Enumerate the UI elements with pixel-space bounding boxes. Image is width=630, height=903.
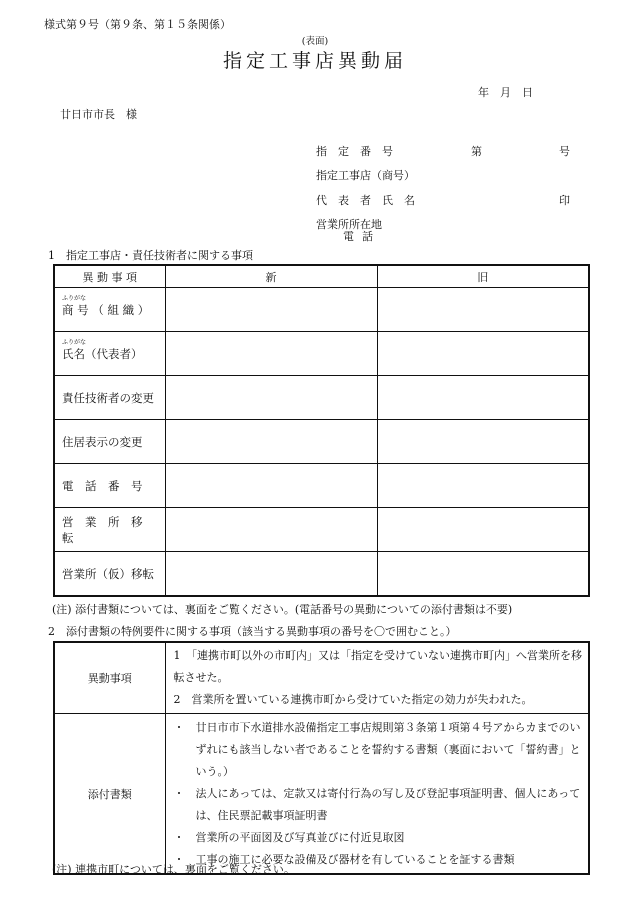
doc-text: 工事の施工に必要な設備及び器材を有していることを証する書類 [195, 853, 515, 866]
new-value-cell[interactable] [165, 552, 377, 597]
old-value-cell[interactable] [377, 288, 589, 332]
date-line: 年 月 日 [478, 86, 533, 99]
designation-number-prefix: 第 [471, 145, 482, 158]
new-value-cell[interactable] [165, 420, 377, 464]
table-row [54, 376, 589, 420]
row-label-office-move: 営 業 所 移 転 [54, 508, 165, 552]
table-row [54, 552, 589, 597]
row-label-temp-office-move: 営業所（仮）移転 [54, 552, 165, 597]
column-header-item: 異 動 事 項 [54, 265, 165, 288]
list-item [170, 783, 585, 827]
new-value-cell[interactable] [165, 288, 377, 332]
old-value-cell[interactable] [377, 552, 589, 597]
addressee: 廿日市市長 様 [60, 108, 137, 121]
event-list [165, 642, 589, 714]
section1-note: (注) 添付書類については、裏面をご覧ください。(電話番号の異動についての添付書類は不要) [52, 603, 513, 616]
column-header-old: 旧 [377, 265, 589, 288]
bullet-icon: ・ [173, 831, 185, 844]
shop-name-label: 指定工事店（商号） [316, 169, 415, 182]
row-label-text: 氏名（代表者） [62, 346, 143, 361]
row-label-phone: 電 話 番 号 [54, 464, 165, 508]
new-value-cell[interactable] [165, 332, 377, 376]
new-value-cell[interactable] [165, 464, 377, 508]
old-value-cell[interactable] [377, 332, 589, 376]
seal-mark: 印 [559, 194, 570, 207]
column-header-new: 新 [165, 265, 377, 288]
doc-text: 廿日市市下水道排水設備指定工事店規則第３条第１項第４号アからカまでのいずれにも該当しない者であることを誓約する書類（裏面において「誓約書」という。） [195, 721, 581, 778]
table-row [54, 642, 589, 714]
table-row [54, 464, 589, 508]
event-item[interactable]: 1 「連携市町以外の市町内」又は「指定を受けていない連携市町内」へ営業所を移転させた。 [173, 649, 582, 684]
document-title: 指定工事店異動届 [222, 50, 407, 72]
table-row [54, 288, 589, 332]
old-value-cell[interactable] [377, 464, 589, 508]
list-item [170, 827, 585, 849]
designation-number-row [316, 143, 570, 159]
bullet-icon: ・ [173, 787, 185, 800]
old-value-cell[interactable] [377, 420, 589, 464]
table-row [54, 508, 589, 552]
bullet-icon: ・ [173, 853, 185, 866]
row-label-engineer: 責任技術者の変更 [54, 376, 165, 420]
bullet-icon: ・ [173, 721, 185, 734]
section2-note: (注) 連携市町については、裏面をご覧ください。 [52, 863, 295, 876]
section1-heading: 1 指定工事店・責任技術者に関する事項 [48, 249, 253, 262]
list-item [170, 717, 585, 783]
event-label: 異動事項 [54, 642, 165, 714]
row-label-text: 商 号 （ 組 織 ） [62, 302, 150, 317]
form-number: 様式第９号（第９条、第１５条関係） [44, 18, 231, 31]
new-value-cell[interactable] [165, 508, 377, 552]
row-label-name [54, 332, 165, 376]
furigana-note: ふりがな [62, 338, 87, 346]
side-indicator: (表面) [301, 36, 329, 47]
new-value-cell[interactable] [165, 376, 377, 420]
table-row [54, 714, 589, 875]
representative-label: 代 表 者 氏 名 [316, 194, 415, 207]
event-item[interactable]: 2 営業所を置いている連携市町から受けていた指定の効力が失われた。 [173, 693, 533, 706]
doc-text: 営業所の平面図及び写真並びに付近見取図 [195, 831, 405, 844]
office-location-label: 営業所所在地 [316, 218, 382, 231]
furigana-note: ふりがな [62, 294, 87, 302]
old-value-cell[interactable] [377, 376, 589, 420]
designation-number-suffix: 号 [559, 145, 570, 158]
shop-name-row [316, 167, 456, 183]
change-table-header [54, 265, 589, 288]
designation-number-label: 指 定 番 号 [316, 145, 393, 158]
doc-text: 法人にあっては、定款又は寄付行為の写し及び登記事項証明書、個人にあっては、住民票記載事項証明書 [195, 787, 581, 822]
telephone-label: 電話 [343, 230, 381, 243]
representative-row [316, 192, 570, 208]
docs-list [165, 714, 589, 875]
docs-label: 添付書類 [54, 714, 165, 875]
table-row [54, 332, 589, 376]
row-label-trade-name [54, 288, 165, 332]
table-row [54, 420, 589, 464]
change-table [53, 264, 590, 597]
row-label-address-display: 住居表示の変更 [54, 420, 165, 464]
special-requirements-table [53, 641, 590, 875]
section2-heading: 2 添付書類の特例要件に関する事項（該当する異動事項の番号を〇で囲むこと。） [48, 625, 457, 638]
old-value-cell[interactable] [377, 508, 589, 552]
